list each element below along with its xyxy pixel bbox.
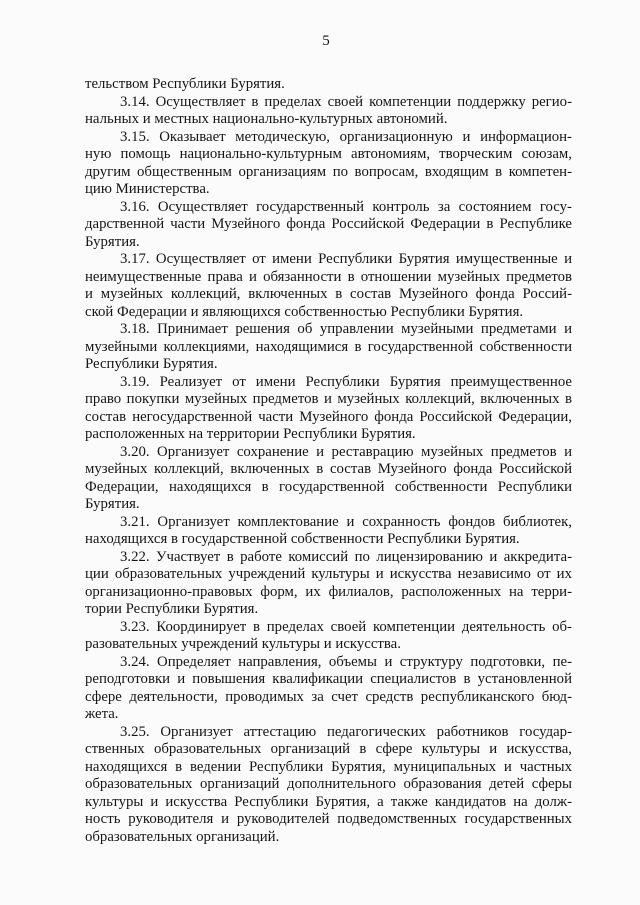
text-line: ции образовательных учреждений культуры и искусства независимо от их bbox=[85, 566, 572, 582]
text-line: 3.19. Реализует от имени Республики Бурятия преимущественное bbox=[120, 373, 572, 390]
text-line: тории Республики Бурятия. bbox=[85, 601, 259, 617]
text-line: находящихся в ведении Республики Бурятия, муниципальных и частных bbox=[85, 758, 572, 775]
text-line: Бурятия. bbox=[85, 496, 140, 512]
paragraph-3-24 bbox=[85, 654, 572, 724]
text-line: расположенных на территории Республики Бурятия. bbox=[85, 426, 416, 442]
text-line: организационно-правовых форм, их филиалов, расположенных на терри- bbox=[85, 583, 572, 600]
text-line: разовательных учреждений культуры и искусства. bbox=[85, 636, 401, 652]
paragraph-3-22 bbox=[85, 549, 572, 619]
paragraph-3-14 bbox=[85, 94, 572, 129]
text-line: 3.16. Осуществляет государственный контроль за состоянием госу- bbox=[120, 198, 572, 215]
text-line: право покупки музейных предметов и музейных коллекций, включенных в bbox=[85, 391, 572, 407]
paragraph-3-16 bbox=[85, 199, 572, 252]
paragraph-continuation bbox=[85, 76, 572, 94]
text-line: Бурятия. bbox=[85, 233, 140, 250]
text-line: 3.20. Организует сохранение и реставрацию музейных предметов и bbox=[120, 443, 572, 460]
text-line: другим общественным организациям по вопросам, входящим в компетен- bbox=[85, 163, 572, 180]
page-number: 5 bbox=[322, 33, 330, 49]
text-line: цию Министерства. bbox=[85, 181, 210, 197]
text-line: 3.17. Осуществляет от имени Республики Бурятия имущественные и bbox=[120, 251, 572, 267]
text-line: 3.21. Организует комплектование и сохранность фондов библиотек, bbox=[120, 513, 572, 530]
text-line: 3.25. Организует аттестацию педагогических работников государ- bbox=[120, 723, 572, 740]
text-line: нальных и местных национально-культурных автономий. bbox=[85, 111, 448, 127]
text-line: 3.18. Принимает решения об управлении музейными предметами и bbox=[120, 321, 572, 337]
text-line: неимущественные права и обязанности в отношении музейных предметов bbox=[85, 268, 572, 285]
text-line: ской Федерации и являющихся собственностью Республики Бурятия. bbox=[85, 303, 524, 320]
text-line: образовательных организаций. bbox=[85, 828, 280, 845]
text-line: музейными коллекциями, находящимися в государственной собственности bbox=[85, 338, 572, 355]
text-line: 3.15. Оказывает методическую, организационную и информацион- bbox=[120, 128, 572, 145]
text-line: жета. bbox=[85, 706, 119, 722]
text-line: находящихся в государственной собственности Республики Бурятия. bbox=[85, 531, 520, 547]
text-line: музейных коллекций, включенных в состав Музейного фонда Российской bbox=[85, 461, 572, 477]
text-line: ственных образовательных организаций в сфере культуры и искусства, bbox=[85, 741, 572, 757]
paragraph-3-18 bbox=[85, 321, 572, 374]
text-line: образовательных организаций дополнительного образования детей сферы bbox=[85, 776, 572, 792]
text-line: 3.14. Осуществляет в пределах своей компетенции поддержку регио- bbox=[120, 93, 572, 110]
text-line: сфере деятельности, проводимых за счет средств республиканского бюд- bbox=[85, 688, 572, 705]
text-line: тельством Республики Бурятия. bbox=[85, 76, 285, 92]
paragraph-3-20 bbox=[85, 444, 572, 514]
text-line: состав негосударственной части Музейного фонда Российской Федерации, bbox=[85, 408, 572, 425]
text-line: реподготовки и повышения квалификации специалистов в установленной bbox=[85, 671, 572, 687]
text-line: дарственной части Музейного фонда Российской Федерации в Республике bbox=[85, 216, 572, 232]
paragraph-3-23 bbox=[85, 619, 572, 654]
text-line: Республики Бурятия. bbox=[85, 356, 218, 372]
paragraph-3-25 bbox=[85, 724, 572, 847]
text-line: 3.23. Координирует в пределах своей компетенции деятельность об- bbox=[120, 618, 572, 635]
text-line: ность руководителя и руководителей подведомственных государственных bbox=[85, 811, 572, 827]
text-line: и музейных коллекций, включенных в состав Музейного фонда Россий- bbox=[85, 286, 572, 302]
document-body bbox=[85, 76, 572, 846]
paragraph-3-21 bbox=[85, 514, 572, 549]
text-line: 3.24. Определяет направления, объемы и структуру подготовки, пе- bbox=[120, 653, 572, 670]
paragraph-3-17 bbox=[85, 251, 572, 321]
paragraph-3-15 bbox=[85, 129, 572, 199]
text-line: культуры и искусства Республики Бурятия, а также кандидатов на долж- bbox=[85, 793, 572, 810]
text-line: ную помощь национально-культурным автономиям, творческим союзам, bbox=[85, 146, 572, 162]
text-line: Федерации, находящихся в государственной собственности Республики bbox=[85, 478, 572, 495]
paragraph-3-19 bbox=[85, 374, 572, 444]
text-line: 3.22. Участвует в работе комиссий по лицензированию и аккредита- bbox=[120, 548, 572, 565]
